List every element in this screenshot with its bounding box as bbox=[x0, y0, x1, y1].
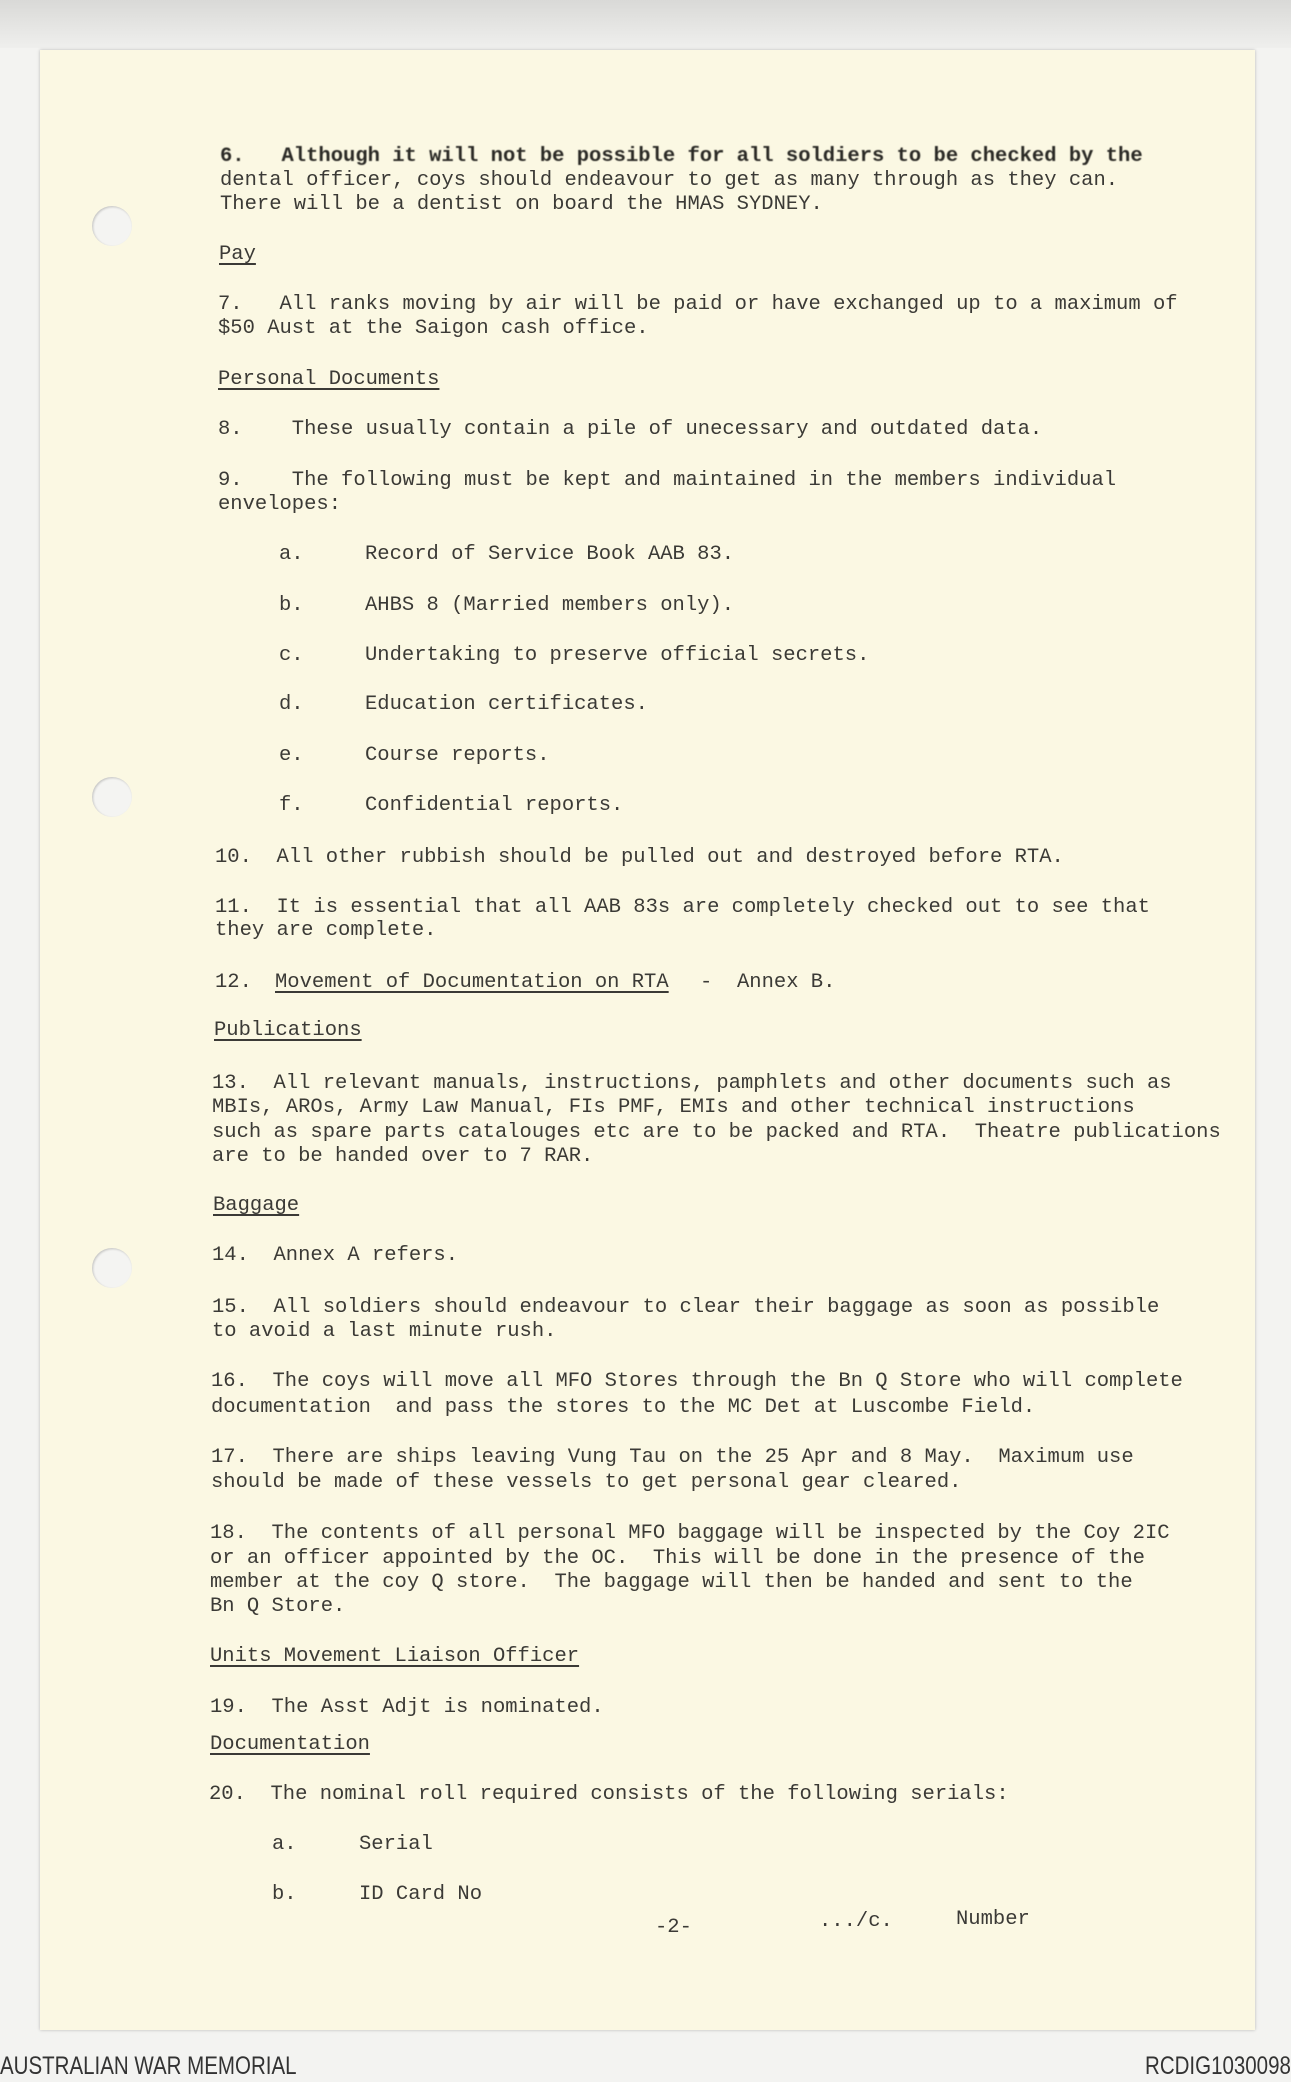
paragraph-12-number: 12. bbox=[215, 971, 252, 994]
punch-hole bbox=[92, 777, 132, 817]
paragraph-19: 19. The Asst Adjt is nominated. bbox=[210, 1696, 604, 1719]
paragraph-6-line: There will be a dentist on board the HMAS SYDNEY. bbox=[220, 193, 823, 216]
paragraph-11-line: they are complete. bbox=[215, 919, 437, 942]
paragraph-13-line: such as spare parts catalouges etc are to be packed and RTA. Theatre publications bbox=[212, 1121, 1221, 1144]
list-item-text: Serial bbox=[359, 1833, 433, 1856]
list-item-text: ID Card No bbox=[359, 1883, 483, 1906]
heading-pay: Pay bbox=[219, 243, 256, 266]
paragraph-14: 14. Annex A refers. bbox=[212, 1244, 459, 1267]
paragraph-10: 10. All other rubbish should be pulled out and destroyed before RTA. bbox=[215, 846, 1064, 869]
heading-publications: Publications bbox=[214, 1019, 362, 1042]
list-letter: a. bbox=[272, 1833, 297, 1856]
continuation-catchword: Number bbox=[956, 1908, 1030, 1931]
paragraph-8: 8. These usually contain a pile of unecessary and outdated data. bbox=[218, 418, 1043, 441]
paragraph-18-line: or an officer appointed by the OC. This will be done in the presence of the bbox=[210, 1547, 1145, 1570]
list-item-text: Undertaking to preserve official secrets. bbox=[365, 644, 870, 667]
paragraph-15-line: 15. All soldiers should endeavour to clear their baggage as soon as possible bbox=[212, 1296, 1160, 1319]
paragraph-18-line: member at the coy Q store. The baggage will then be handed and sent to the bbox=[210, 1571, 1133, 1594]
paragraph-15-line: to avoid a last minute rush. bbox=[212, 1320, 557, 1343]
continuation-marker: .../c. bbox=[819, 1910, 893, 1933]
list-letter: b. bbox=[279, 594, 304, 617]
footer-archive-name: AUSTRALIAN WAR MEMORIAL bbox=[0, 2052, 297, 2080]
paragraph-12-reference: Annex B. bbox=[737, 971, 836, 994]
list-letter: d. bbox=[279, 693, 304, 716]
list-letter: a. bbox=[279, 543, 304, 566]
paragraph-18-line: 18. The contents of all personal MFO baggage will be inspected by the Coy 2IC bbox=[210, 1522, 1170, 1545]
punch-hole bbox=[92, 206, 132, 246]
punch-hole bbox=[92, 1248, 132, 1288]
heading-personal-documents: Personal Documents bbox=[218, 368, 440, 391]
paragraph-20: 20. The nominal roll required consists of the following serials: bbox=[209, 1783, 1009, 1806]
heading-baggage: Baggage bbox=[213, 1194, 300, 1217]
footer-record-id: RCDIG1030098 bbox=[1145, 2052, 1291, 2080]
paragraph-7-line: 7. All ranks moving by air will be paid or have exchanged up to a maximum of bbox=[218, 293, 1178, 316]
paragraph-17-line: should be made of these vessels to get personal gear cleared. bbox=[211, 1471, 962, 1494]
paragraph-18-line: Bn Q Store. bbox=[210, 1595, 346, 1618]
list-item-text: Education certificates. bbox=[365, 693, 648, 716]
paragraph-12-dash: - bbox=[700, 971, 713, 994]
paragraph-17-line: 17. There are ships leaving Vung Tau on the 25 Apr and 8 May. Maximum use bbox=[211, 1446, 1134, 1469]
list-letter: b. bbox=[272, 1883, 297, 1906]
list-item-text: AHBS 8 (Married members only). bbox=[365, 594, 735, 617]
paragraph-13-line: MBIs, AROs, Army Law Manual, FIs PMF, EMIs and other technical instructions bbox=[212, 1096, 1135, 1119]
paragraph-13-line: are to be handed over to 7 RAR. bbox=[212, 1145, 594, 1168]
paragraph-6-line: dental officer, coys should endeavour to get as many through as they can. bbox=[220, 169, 1119, 192]
paragraph-16-line: 16. The coys will move all MFO Stores through the Bn Q Store who will complete bbox=[211, 1370, 1183, 1393]
heading-documentation: Documentation bbox=[210, 1733, 370, 1756]
paragraph-7-line: $50 Aust at the Saigon cash office. bbox=[218, 317, 649, 340]
paragraph-6-line: 6. Although it will not be possible for all soldiers to be checked by the bbox=[220, 145, 1143, 168]
paragraph-12-subject: Movement of Documentation on RTA bbox=[275, 971, 669, 994]
scan-top-edge bbox=[0, 0, 1291, 48]
list-item-text: Record of Service Book AAB 83. bbox=[365, 543, 735, 566]
list-letter: c. bbox=[279, 644, 304, 667]
list-item-text: Confidential reports. bbox=[365, 794, 624, 817]
paragraph-16-line: documentation and pass the stores to the MC Det at Luscombe Field. bbox=[211, 1396, 1036, 1419]
paragraph-11-line: 11. It is essential that all AAB 83s are completely checked out to see that bbox=[215, 896, 1150, 919]
paragraph-9-line: envelopes: bbox=[218, 493, 342, 516]
page-number: -2- bbox=[655, 1916, 692, 1939]
paragraph-13-line: 13. All relevant manuals, instructions, pamphlets and other documents such as bbox=[212, 1072, 1172, 1095]
paragraph-9-line: 9. The following must be kept and maintained in the members individual bbox=[218, 469, 1117, 492]
list-letter: e. bbox=[279, 744, 304, 767]
list-letter: f. bbox=[279, 794, 304, 817]
heading-units-movement-liaison-officer: Units Movement Liaison Officer bbox=[210, 1645, 580, 1668]
list-item-text: Course reports. bbox=[365, 744, 550, 767]
